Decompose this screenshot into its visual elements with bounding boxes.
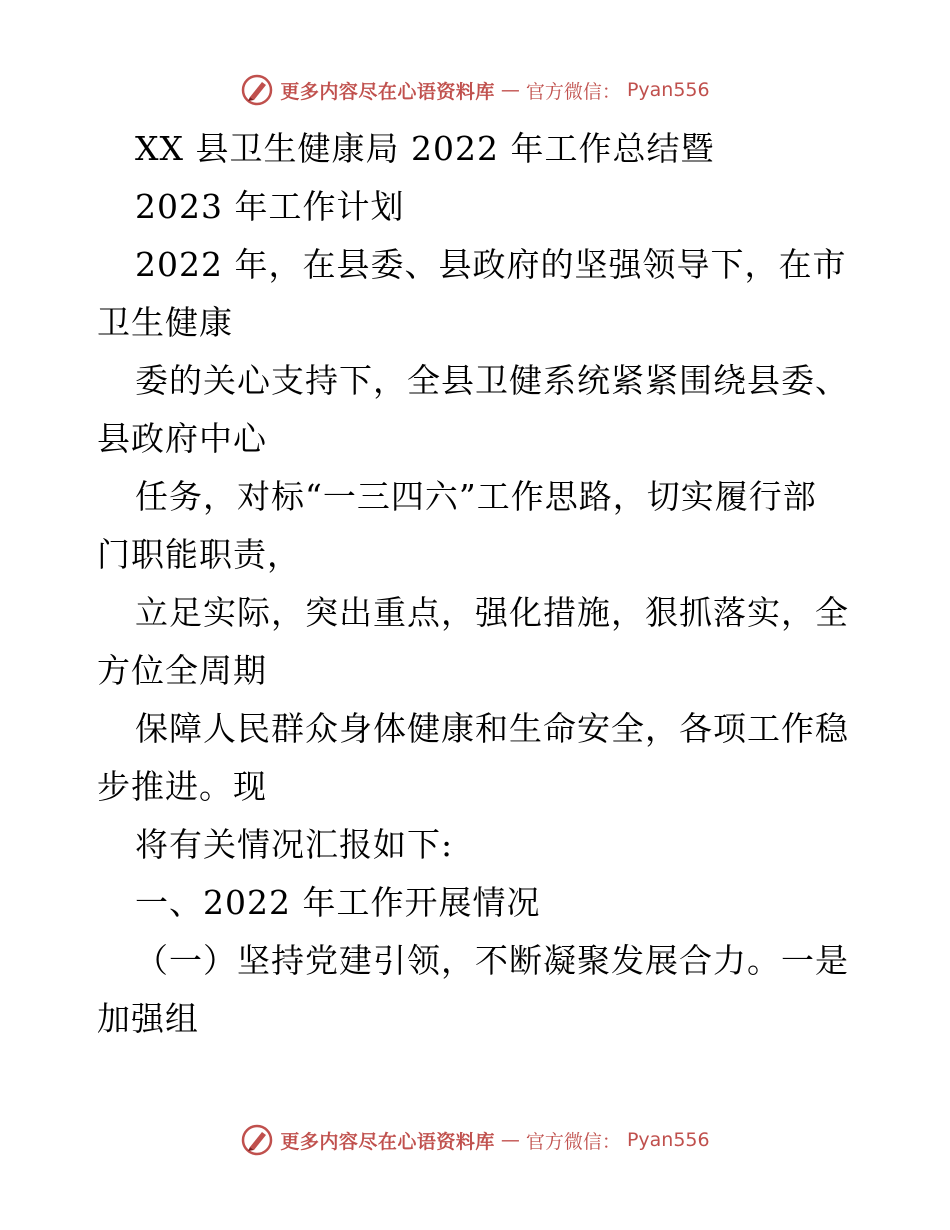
document-line: 方位全周期 [97, 651, 267, 690]
document-line: XX 县卫生健康局 2022 年工作总结暨 [135, 129, 715, 168]
document-line: 立足实际，突出重点，强化措施，狠抓落实，全 [135, 593, 849, 632]
document-line: 2023 年工作计划 [135, 187, 405, 226]
document-line: 步推进。现 [97, 767, 267, 806]
watermark-site-text: 更多内容尽在心语资料库 [280, 80, 495, 103]
watermark-site-text: 更多内容尽在心语资料库 [280, 1130, 495, 1153]
watermark-footer [0, 1120, 950, 1160]
document-line: 加强组 [97, 999, 199, 1038]
watermark-wechat-label: 官方微信： [525, 80, 621, 103]
watermark-dash: — [500, 1129, 520, 1151]
pen-logo-icon [240, 73, 274, 107]
document-line: 任务，对标“一三四六”工作思路，切实履行部 [135, 477, 817, 516]
document-line: 保障人民群众身体健康和生命安全，各项工作稳 [135, 709, 849, 748]
document-line: 2022 年，在县委、县政府的坚强领导下，在市 [135, 245, 847, 284]
document-line: 县政府中心 [97, 419, 267, 458]
watermark-wechat-id: Pyan556 [626, 1129, 710, 1151]
document-line: 将有关情况汇报如下: [135, 825, 454, 864]
document-line: 一、2022 年工作开展情况 [135, 883, 541, 922]
pen-logo-icon [240, 1123, 274, 1157]
document-line: 卫生健康 [97, 303, 233, 342]
watermark-wechat-id: Pyan556 [626, 79, 710, 101]
document-line: 委的关心支持下，全县卫健系统紧紧围绕县委、 [135, 361, 849, 400]
document-line: （一）坚持党建引领，不断凝聚发展合力。一是 [135, 941, 849, 980]
document-body [97, 120, 857, 1048]
watermark-dash: — [500, 79, 520, 101]
watermark-wechat-label: 官方微信： [525, 1130, 621, 1153]
document-line: 门职能职责， [97, 535, 301, 574]
watermark-header [0, 70, 950, 110]
